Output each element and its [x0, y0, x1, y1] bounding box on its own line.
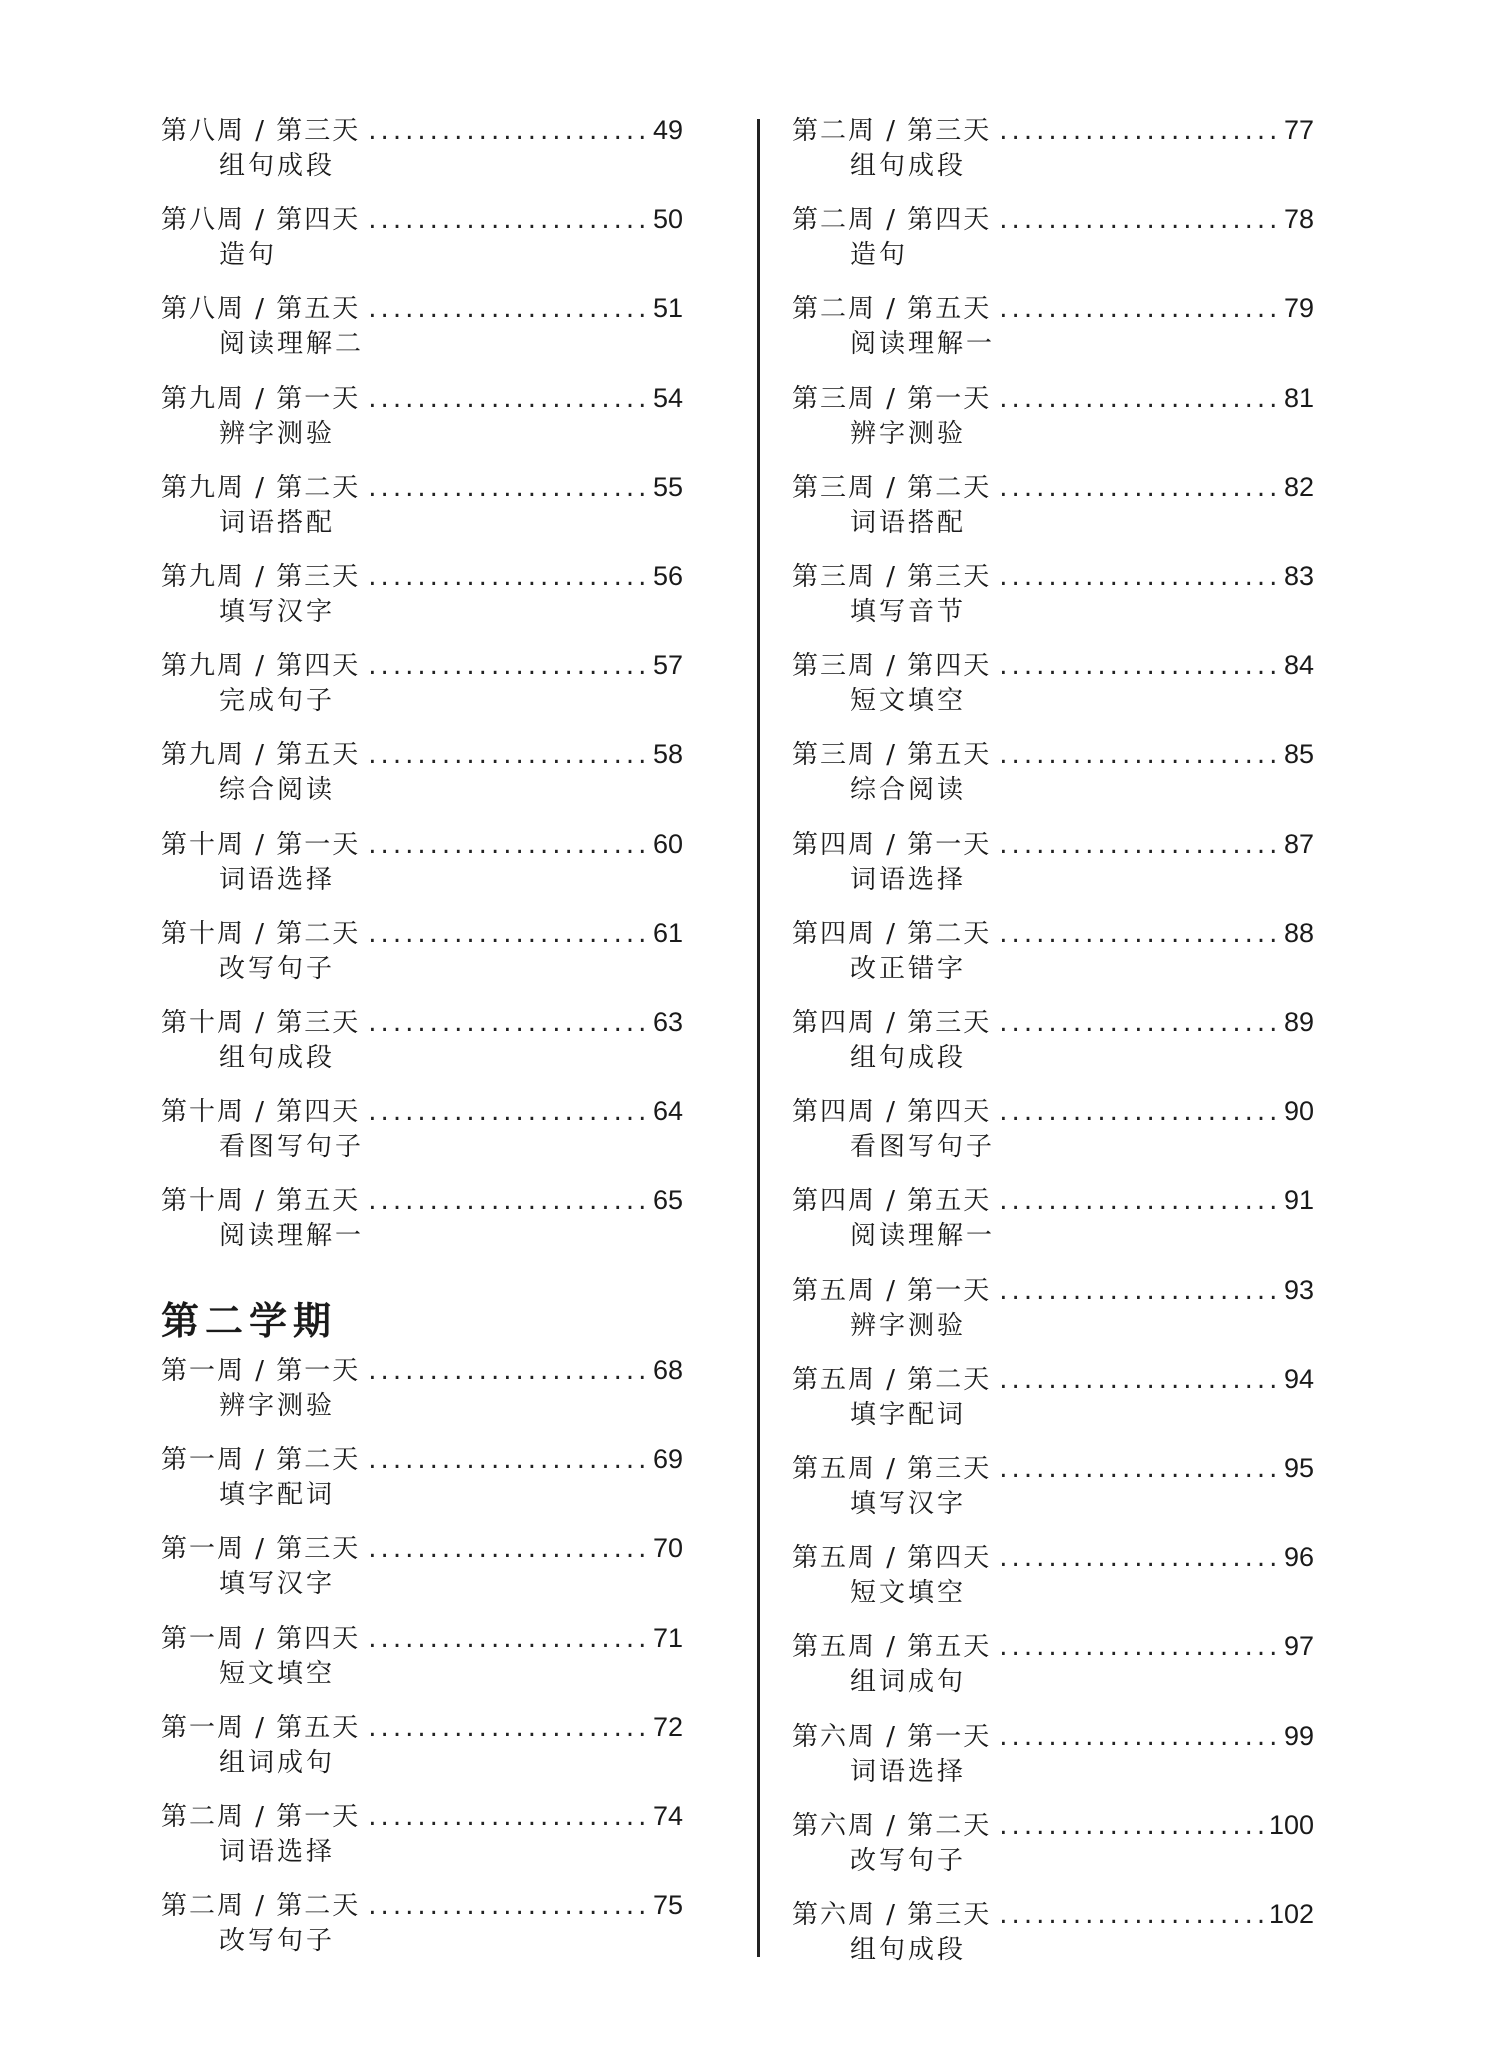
- toc-entry-subtitle: 填写汉字: [850, 1489, 967, 1519]
- toc-entry[interactable]: [792, 826, 1314, 906]
- toc-entry-subtitle: 词语选择: [219, 864, 336, 895]
- toc-entry-page-number: 70: [652, 1533, 683, 1564]
- toc-entry-label: 第一周 / 第三天: [161, 1534, 361, 1565]
- toc-entry-heading: [161, 380, 683, 416]
- toc-entry-label: 第十周 / 第四天: [161, 1097, 361, 1128]
- toc-entry-subtitle: 词语搭配: [219, 507, 336, 538]
- toc-entry-heading: [792, 558, 1314, 594]
- dot-leader: [999, 1808, 1267, 1844]
- toc-entry-page-number: 65: [652, 1185, 683, 1216]
- toc-entry-subtitle: 改写句子: [219, 953, 336, 984]
- toc-entry-label: 第十周 / 第五天: [161, 1186, 361, 1217]
- toc-entry-subtitle: 组句成段: [850, 1935, 967, 1965]
- toc-entry-label: 第三周 / 第一天: [792, 383, 992, 414]
- toc-entry-label: 第六周 / 第一天: [792, 1721, 992, 1752]
- toc-entry-subtitle: 阅读理解一: [850, 329, 996, 360]
- toc-entry-heading: [161, 1530, 683, 1566]
- toc-entry-subtitle: 填字配词: [850, 1399, 967, 1430]
- toc-entry-page-number: 94: [1283, 1363, 1314, 1394]
- dot-leader: [368, 559, 651, 595]
- toc-entry-subtitle: 组句成段: [219, 1043, 336, 1073]
- toc-entry-subtitle: 阅读理解一: [219, 1221, 365, 1252]
- toc-entry-heading: [161, 1004, 683, 1040]
- toc-entry-label: 第五周 / 第三天: [792, 1454, 992, 1484]
- toc-entry-page-number: 69: [652, 1444, 683, 1475]
- toc-entry-subtitle: 阅读理解二: [219, 329, 365, 360]
- toc-entry-page-number: 60: [652, 828, 683, 859]
- toc-entry[interactable]: [161, 826, 683, 906]
- toc-entry-label: 第九周 / 第三天: [161, 562, 361, 592]
- dot-leader: [368, 381, 651, 417]
- toc-entry-subtitle: 组词成句: [219, 1747, 336, 1778]
- dot-leader: [368, 470, 651, 506]
- toc-entry[interactable]: [792, 1004, 1314, 1084]
- toc-entry-label: 第十周 / 第一天: [161, 829, 361, 860]
- toc-entry-subtitle: 短文填空: [219, 1658, 336, 1689]
- toc-entry-heading: [792, 380, 1314, 416]
- toc-entry-page-number: 58: [652, 739, 683, 770]
- dot-leader: [999, 113, 1282, 149]
- toc-entry[interactable]: [792, 1361, 1314, 1441]
- toc-entry[interactable]: [161, 1620, 683, 1700]
- toc-entry-heading: [161, 915, 683, 951]
- toc-entry-heading: [792, 915, 1314, 951]
- dot-leader: [368, 737, 651, 773]
- toc-entry-heading: [161, 1887, 683, 1923]
- toc-entry[interactable]: [792, 1807, 1314, 1887]
- toc-entry[interactable]: [792, 915, 1314, 995]
- toc-entry-heading: [161, 647, 683, 683]
- toc-entry-heading: [792, 1628, 1314, 1664]
- toc-entry-subtitle: 造句: [850, 240, 909, 271]
- column-divider: [757, 119, 760, 1957]
- dot-leader: [368, 1183, 651, 1219]
- dot-leader: [368, 1621, 651, 1657]
- dot-leader: [368, 1005, 651, 1041]
- toc-entry-subtitle: 组句成段: [219, 151, 336, 181]
- toc-entry[interactable]: [792, 201, 1314, 281]
- toc-entry-heading: [792, 1718, 1314, 1754]
- dot-leader: [999, 559, 1282, 595]
- toc-entry-page-number: 54: [652, 382, 683, 413]
- toc-entry-heading: [792, 201, 1314, 237]
- toc-entry[interactable]: [161, 1709, 683, 1789]
- dot-leader: [368, 1353, 651, 1389]
- toc-entry-page-number: 84: [1283, 650, 1314, 681]
- toc-entry-label: 第三周 / 第五天: [792, 740, 992, 771]
- toc-entry-heading: [161, 1093, 683, 1129]
- toc-entry-subtitle: 组句成段: [850, 1043, 967, 1073]
- toc-entry-label: 第六周 / 第二天: [792, 1810, 992, 1841]
- dot-leader: [999, 1629, 1282, 1665]
- toc-entry-subtitle: 改写句子: [850, 1845, 967, 1876]
- toc-entry-label: 第一周 / 第五天: [161, 1712, 361, 1743]
- toc-entry[interactable]: [161, 1441, 683, 1521]
- toc-entry-page-number: 64: [652, 1096, 683, 1127]
- toc-entry-subtitle: 填写汉字: [219, 597, 336, 627]
- toc-entry-label: 第四周 / 第二天: [792, 918, 992, 949]
- toc-entry[interactable]: [792, 558, 1314, 638]
- toc-entry-heading: [792, 1361, 1314, 1397]
- dot-leader: [368, 1799, 651, 1835]
- toc-entry-label: 第二周 / 第五天: [792, 294, 992, 325]
- toc-entry[interactable]: [161, 1182, 683, 1262]
- toc-entry-subtitle: 词语选择: [219, 1837, 336, 1867]
- toc-entry-page-number: 61: [652, 917, 683, 948]
- toc-entry-heading: [792, 826, 1314, 862]
- toc-entry-heading: [792, 647, 1314, 683]
- toc-entry-page-number: 81: [1283, 382, 1314, 413]
- toc-entry-page-number: 87: [1283, 828, 1314, 859]
- toc-entry-heading: [161, 1798, 683, 1834]
- toc-entry-heading: [792, 1093, 1314, 1129]
- toc-entry-label: 第四周 / 第一天: [792, 829, 992, 860]
- dot-leader: [999, 470, 1282, 506]
- toc-entry-page-number: 100: [1268, 1809, 1314, 1840]
- dot-leader: [368, 827, 651, 863]
- dot-leader: [999, 1273, 1282, 1309]
- toc-entry-page-number: 50: [652, 204, 683, 235]
- toc-entry[interactable]: [792, 1093, 1314, 1173]
- toc-entry-subtitle: 造句: [219, 240, 278, 271]
- toc-entry-heading: [792, 1004, 1314, 1040]
- toc-entry-heading: [161, 112, 683, 148]
- toc-entry-page-number: 75: [652, 1890, 683, 1921]
- toc-entry-label: 第一周 / 第二天: [161, 1445, 361, 1476]
- toc-entry-subtitle: 填写音节: [850, 597, 967, 627]
- toc-entry-page-number: 55: [652, 471, 683, 502]
- toc-entry[interactable]: [161, 201, 683, 281]
- dot-leader: [368, 113, 651, 149]
- dot-leader: [999, 381, 1282, 417]
- toc-entry-page-number: 99: [1283, 1720, 1314, 1751]
- toc-entry-label: 第八周 / 第五天: [161, 294, 361, 325]
- toc-entry-heading: [792, 112, 1314, 148]
- toc-entry-heading: [161, 558, 683, 594]
- toc-entry-subtitle: 填字配词: [219, 1480, 336, 1511]
- dot-leader: [368, 1710, 651, 1746]
- toc-entry-heading: [792, 1539, 1314, 1575]
- dot-leader: [999, 1897, 1267, 1933]
- toc-entry-page-number: 74: [652, 1801, 683, 1831]
- dot-leader: [999, 1005, 1282, 1041]
- dot-leader: [999, 827, 1282, 863]
- toc-entry-page-number: 56: [652, 561, 683, 591]
- dot-leader: [999, 1362, 1282, 1398]
- toc-entry[interactable]: [792, 736, 1314, 816]
- toc-entry-heading: [161, 1352, 683, 1388]
- toc-entry-page-number: 91: [1283, 1185, 1314, 1216]
- toc-entry-label: 第九周 / 第四天: [161, 651, 361, 682]
- toc-entry[interactable]: [792, 1539, 1314, 1619]
- toc-entry-label: 第八周 / 第四天: [161, 205, 361, 236]
- toc-entry-label: 第一周 / 第四天: [161, 1623, 361, 1654]
- dot-leader: [368, 1442, 651, 1478]
- toc-entry-page-number: 63: [652, 1007, 683, 1037]
- dot-leader: [999, 916, 1282, 952]
- toc-entry-label: 第六周 / 第三天: [792, 1900, 992, 1930]
- toc-entry-page-number: 79: [1283, 293, 1314, 324]
- toc-entry[interactable]: [792, 112, 1314, 192]
- toc-entry[interactable]: [161, 1352, 683, 1432]
- toc-entry-label: 第五周 / 第一天: [792, 1275, 992, 1306]
- toc-entry[interactable]: [792, 1628, 1314, 1708]
- toc-entry-page-number: 96: [1283, 1542, 1314, 1573]
- toc-entry-page-number: 78: [1283, 204, 1314, 235]
- toc-entry-label: 第五周 / 第二天: [792, 1364, 992, 1395]
- toc-entry-page-number: 71: [652, 1622, 683, 1653]
- toc-entry-page-number: 77: [1283, 115, 1314, 145]
- toc-entry-label: 第二周 / 第三天: [792, 116, 992, 146]
- toc-entry-heading: [161, 826, 683, 862]
- toc-entry-label: 第五周 / 第五天: [792, 1632, 992, 1663]
- toc-entry-subtitle: 词语搭配: [850, 507, 967, 538]
- dot-leader: [999, 1094, 1282, 1130]
- toc-entry-heading: [792, 1182, 1314, 1218]
- toc-entry-label: 第九周 / 第五天: [161, 740, 361, 771]
- toc-entry-subtitle: 阅读理解一: [850, 1221, 996, 1252]
- toc-entry-subtitle: 填写汉字: [219, 1569, 336, 1600]
- toc-entry-label: 第三周 / 第三天: [792, 562, 992, 592]
- toc-entry-heading: [792, 736, 1314, 772]
- toc-entry-page-number: 68: [652, 1355, 683, 1385]
- toc-entry-subtitle: 词语选择: [850, 1756, 967, 1787]
- toc-entry-page-number: 72: [652, 1711, 683, 1742]
- toc-entry-subtitle: 完成句子: [219, 686, 336, 717]
- dot-leader: [999, 291, 1282, 327]
- toc-entry-page-number: 97: [1283, 1631, 1314, 1662]
- toc-entry-subtitle: 看图写句子: [850, 1132, 996, 1163]
- toc-entry[interactable]: [161, 647, 683, 727]
- section-title: 第二学期: [161, 1299, 338, 1343]
- toc-entry-label: 第三周 / 第四天: [792, 651, 992, 682]
- toc-entry-label: 第九周 / 第二天: [161, 472, 361, 503]
- toc-entry-subtitle: 组句成段: [850, 151, 967, 181]
- toc-entry-heading: [792, 469, 1314, 505]
- toc-entry-subtitle: 短文填空: [850, 686, 967, 717]
- toc-entry[interactable]: [792, 1718, 1314, 1798]
- toc-entry-page-number: 95: [1283, 1453, 1314, 1483]
- toc-entry-heading: [161, 290, 683, 326]
- toc-entry-label: 第五周 / 第四天: [792, 1543, 992, 1574]
- toc-entry[interactable]: [161, 736, 683, 816]
- toc-entry-label: 第四周 / 第三天: [792, 1008, 992, 1038]
- toc-entry[interactable]: [161, 1887, 683, 1967]
- toc-entry-label: 第二周 / 第二天: [161, 1891, 361, 1922]
- toc-entry-subtitle: 辨字测验: [219, 418, 336, 449]
- toc-entry-label: 第二周 / 第四天: [792, 205, 992, 236]
- toc-entry-heading: [792, 1450, 1314, 1486]
- toc-entry[interactable]: [792, 290, 1314, 370]
- dot-leader: [368, 1888, 651, 1924]
- toc-entry-page-number: 82: [1283, 471, 1314, 502]
- toc-entry-heading: [161, 1709, 683, 1745]
- toc-entry-page-number: 83: [1283, 561, 1314, 591]
- toc-entry-page-number: 102: [1268, 1899, 1314, 1929]
- toc-entry[interactable]: [161, 1004, 683, 1084]
- toc-entry-heading: [792, 1896, 1314, 1932]
- toc-entry-subtitle: 辨字测验: [219, 1391, 336, 1421]
- dot-leader: [999, 1540, 1282, 1576]
- toc-entry-heading: [161, 736, 683, 772]
- dot-leader: [368, 1094, 651, 1130]
- toc-entry[interactable]: [792, 1450, 1314, 1530]
- toc-entry-label: 第四周 / 第四天: [792, 1097, 992, 1128]
- toc-entry-heading: [792, 1272, 1314, 1308]
- toc-entry-subtitle: 综合阅读: [850, 775, 967, 806]
- toc-entry-heading: [161, 1620, 683, 1656]
- toc-entry[interactable]: [161, 380, 683, 460]
- toc-entry[interactable]: [161, 469, 683, 549]
- toc-entry-page-number: 90: [1283, 1096, 1314, 1127]
- dot-leader: [999, 1183, 1282, 1219]
- toc-entry-page-number: 93: [1283, 1274, 1314, 1305]
- toc-entry-subtitle: 改正错字: [850, 953, 967, 984]
- toc-entry-subtitle: 词语选择: [850, 864, 967, 895]
- toc-entry[interactable]: [161, 1093, 683, 1173]
- toc-entry[interactable]: [161, 1798, 683, 1878]
- toc-entry-label: 第四周 / 第五天: [792, 1186, 992, 1217]
- dot-leader: [999, 202, 1282, 238]
- toc-entry[interactable]: [161, 558, 683, 638]
- toc-entry-page-number: 57: [652, 650, 683, 681]
- toc-entry-page-number: 85: [1283, 739, 1314, 770]
- dot-leader: [368, 916, 651, 952]
- toc-entry-subtitle: 综合阅读: [219, 775, 336, 806]
- toc-entry-heading: [792, 1807, 1314, 1843]
- toc-entry[interactable]: [792, 380, 1314, 460]
- toc-entry-label: 第二周 / 第一天: [161, 1802, 361, 1832]
- dot-leader: [999, 1719, 1282, 1755]
- toc-entry[interactable]: [161, 1530, 683, 1610]
- toc-entry-heading: [161, 1182, 683, 1218]
- dot-leader: [999, 737, 1282, 773]
- toc-entry[interactable]: [161, 112, 683, 192]
- toc-entry-heading: [161, 201, 683, 237]
- toc-entry[interactable]: [792, 1272, 1314, 1352]
- toc-entry[interactable]: [792, 1896, 1314, 1976]
- toc-entry-page-number: 49: [652, 115, 683, 145]
- toc-entry-page-number: 89: [1283, 1007, 1314, 1037]
- toc-entry[interactable]: [792, 1182, 1314, 1262]
- toc-entry-label: 第十周 / 第二天: [161, 918, 361, 949]
- toc-entry-page-number: 51: [652, 293, 683, 324]
- dot-leader: [368, 202, 651, 238]
- toc-entry-label: 第一周 / 第一天: [161, 1356, 361, 1386]
- toc-entry-subtitle: 看图写句子: [219, 1132, 365, 1163]
- dot-leader: [999, 1451, 1282, 1487]
- dot-leader: [368, 291, 651, 327]
- toc-entry[interactable]: [792, 647, 1314, 727]
- toc-entry-page-number: 88: [1283, 917, 1314, 948]
- toc-entry-heading: [792, 290, 1314, 326]
- toc-entry-label: 第八周 / 第三天: [161, 116, 361, 146]
- toc-entry-label: 第十周 / 第三天: [161, 1008, 361, 1038]
- dot-leader: [999, 648, 1282, 684]
- toc-entry-subtitle: 短文填空: [850, 1578, 967, 1609]
- toc-entry-label: 第九周 / 第一天: [161, 383, 361, 414]
- toc-entry-heading: [161, 1441, 683, 1477]
- dot-leader: [368, 1531, 651, 1567]
- toc-entry[interactable]: [161, 290, 683, 370]
- dot-leader: [368, 648, 651, 684]
- toc-entry-heading: [161, 469, 683, 505]
- toc-entry-subtitle: 改写句子: [219, 1926, 336, 1957]
- toc-entry-subtitle: 辨字测验: [850, 418, 967, 449]
- toc-entry-subtitle: 组词成句: [850, 1667, 967, 1698]
- toc-entry[interactable]: [161, 915, 683, 995]
- toc-entry[interactable]: [792, 469, 1314, 549]
- toc-entry-subtitle: 辨字测验: [850, 1310, 967, 1341]
- toc-entry-label: 第三周 / 第二天: [792, 472, 992, 503]
